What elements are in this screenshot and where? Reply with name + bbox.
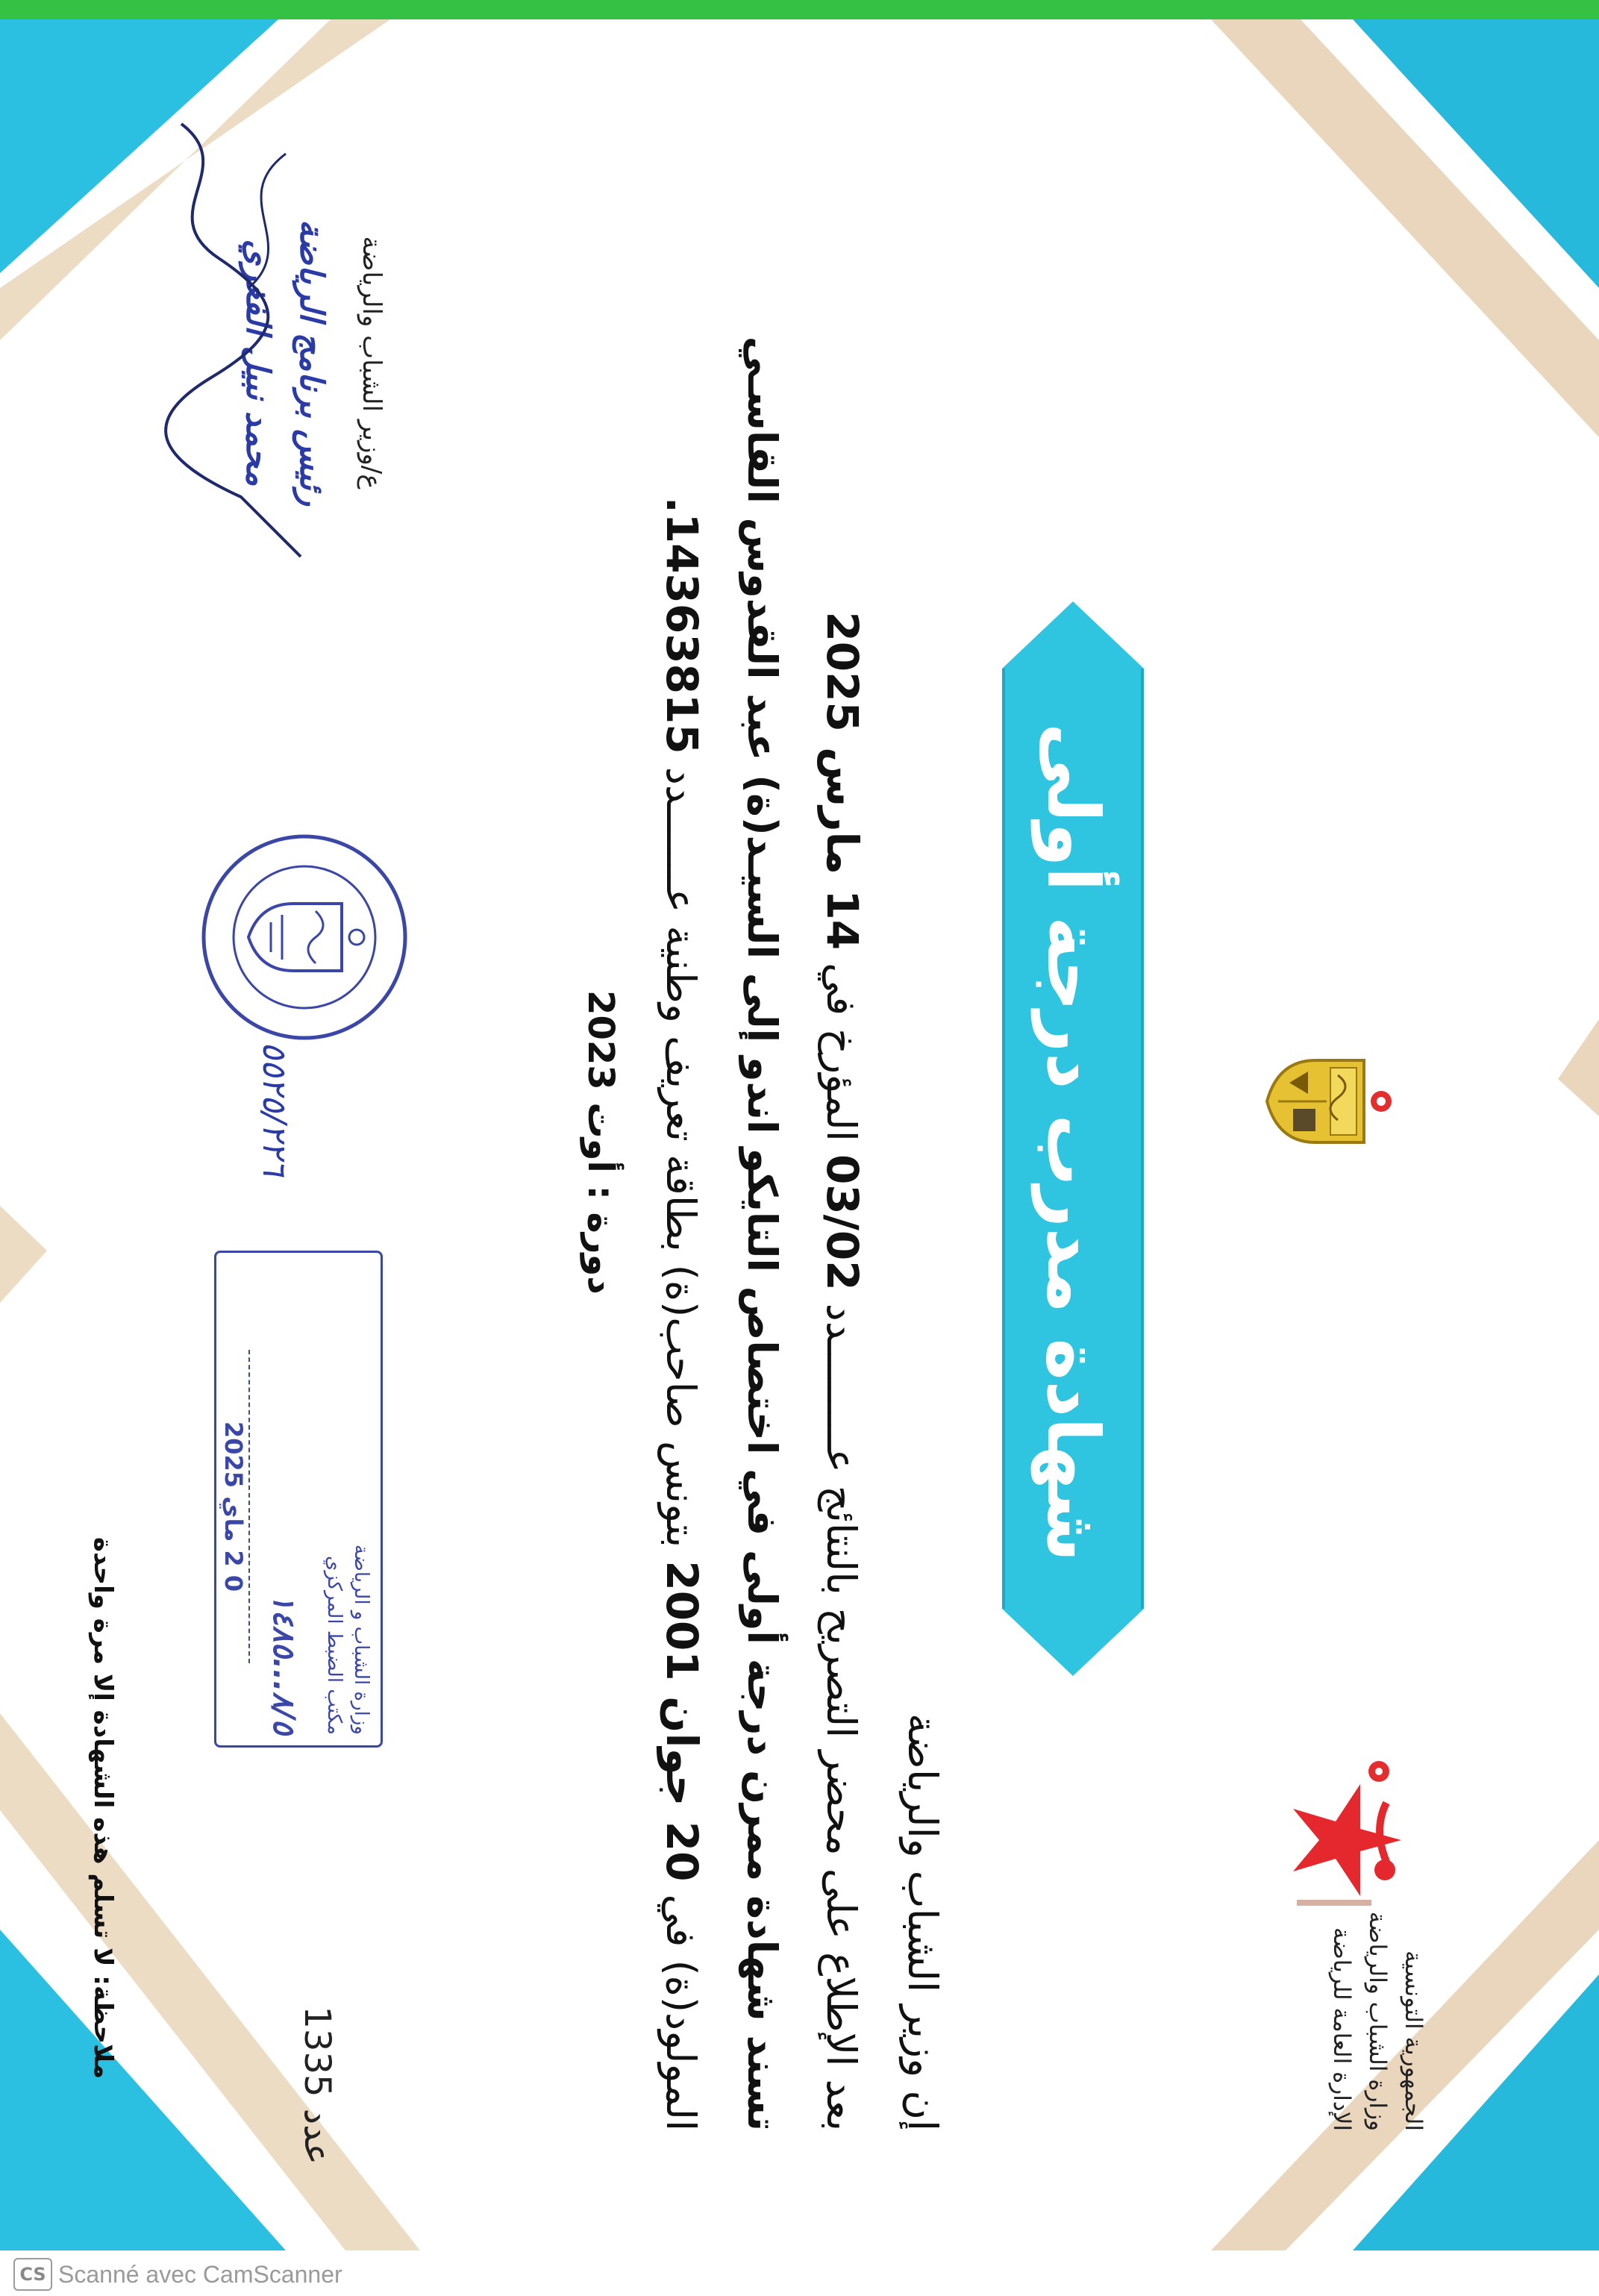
stamp-date: 0 2 ماي 2025 xyxy=(220,1350,250,1663)
birth-place-id-text: بتونس صاحب(ة) بطاقة تعريف وطنية عـــــــدد xyxy=(657,766,704,1548)
stamp-office: مكتب الضبط المركزي xyxy=(323,1555,345,1735)
ministry-sports-logo-icon xyxy=(1282,1758,1416,1922)
body-line-2-dated: المؤرخ في xyxy=(818,963,865,1142)
signatory-name: محمد نبيل الفغري xyxy=(239,239,277,487)
signature-title: ع/وزير الشباب والرياضة xyxy=(357,236,387,489)
report-date: 14 مارس 2025 xyxy=(817,611,868,951)
birth-date: 20 جوان 2001 xyxy=(657,1560,707,1882)
scanned-page xyxy=(0,19,1599,2250)
certificate xyxy=(0,19,1599,2250)
camscanner-logo-icon: CS xyxy=(13,2258,52,2291)
national-id-number: 14363815. xyxy=(657,496,707,754)
handwritten-number: ٥٥٢٥/٢٢٦ xyxy=(255,1042,293,1177)
scanner-watermark-text: Scanné avec CamScanner xyxy=(58,2261,342,2288)
header-republic: الجمهورية التونسية xyxy=(1400,1950,1427,2131)
stamp-ministry: وزارة الشباب و الرياضة xyxy=(350,1544,372,1735)
header-block xyxy=(1324,1912,1431,2131)
tan-wedge-bottom xyxy=(0,1206,47,1303)
coat-of-arms-icon xyxy=(1263,1045,1398,1157)
scanner-footer xyxy=(0,2250,1599,2296)
tan-wedge-top xyxy=(1558,1019,1599,1116)
stamp-handwritten-number: ٨/٥...١٤٨٥ xyxy=(266,1593,301,1735)
signatory-role: رئيس برنامج الرياضة xyxy=(292,219,331,507)
handwritten-signature-icon xyxy=(137,109,331,572)
body-line-3: تسند شهادة ممرن درجة أولى في اختصاص التايكو اندو إلى السيـد(ة) عبد القدوس القاسـي xyxy=(739,336,786,2131)
course-session: دورة : أوت 2023 xyxy=(580,990,622,1295)
header-ministry: وزارة الشباب والرياضة xyxy=(1364,1911,1391,2131)
body-line-4 xyxy=(657,497,707,2131)
body-line-2 xyxy=(817,611,868,2131)
reference-number xyxy=(296,2006,338,2165)
reference-label: عدد xyxy=(296,2108,338,2165)
report-number: 03/02 xyxy=(817,1154,868,1291)
certificate-title: شهادة مدرب درجة أولى xyxy=(1031,722,1115,1563)
title-banner xyxy=(1002,598,1144,1687)
body-line-1: إن وزير الشباب والرياضة xyxy=(899,1713,946,2131)
birth-label: المولود(ة) في xyxy=(657,1894,704,2131)
reference-value: 1335 xyxy=(296,2006,338,2098)
header-directorate: الإدارة العامة للرياضة xyxy=(1328,1927,1355,2131)
issuance-note: ملاحظة: لا تسلم هذه الشهادة إلا مرة واحدة xyxy=(88,1536,118,2079)
official-seal-icon xyxy=(196,825,413,1049)
registry-stamp xyxy=(214,1251,383,1748)
body-line-2-text: بعد الإطلاع على محضر التصريح بالنتائج عـــــــــدد xyxy=(818,1303,865,2131)
top-green-strip xyxy=(0,0,1599,19)
